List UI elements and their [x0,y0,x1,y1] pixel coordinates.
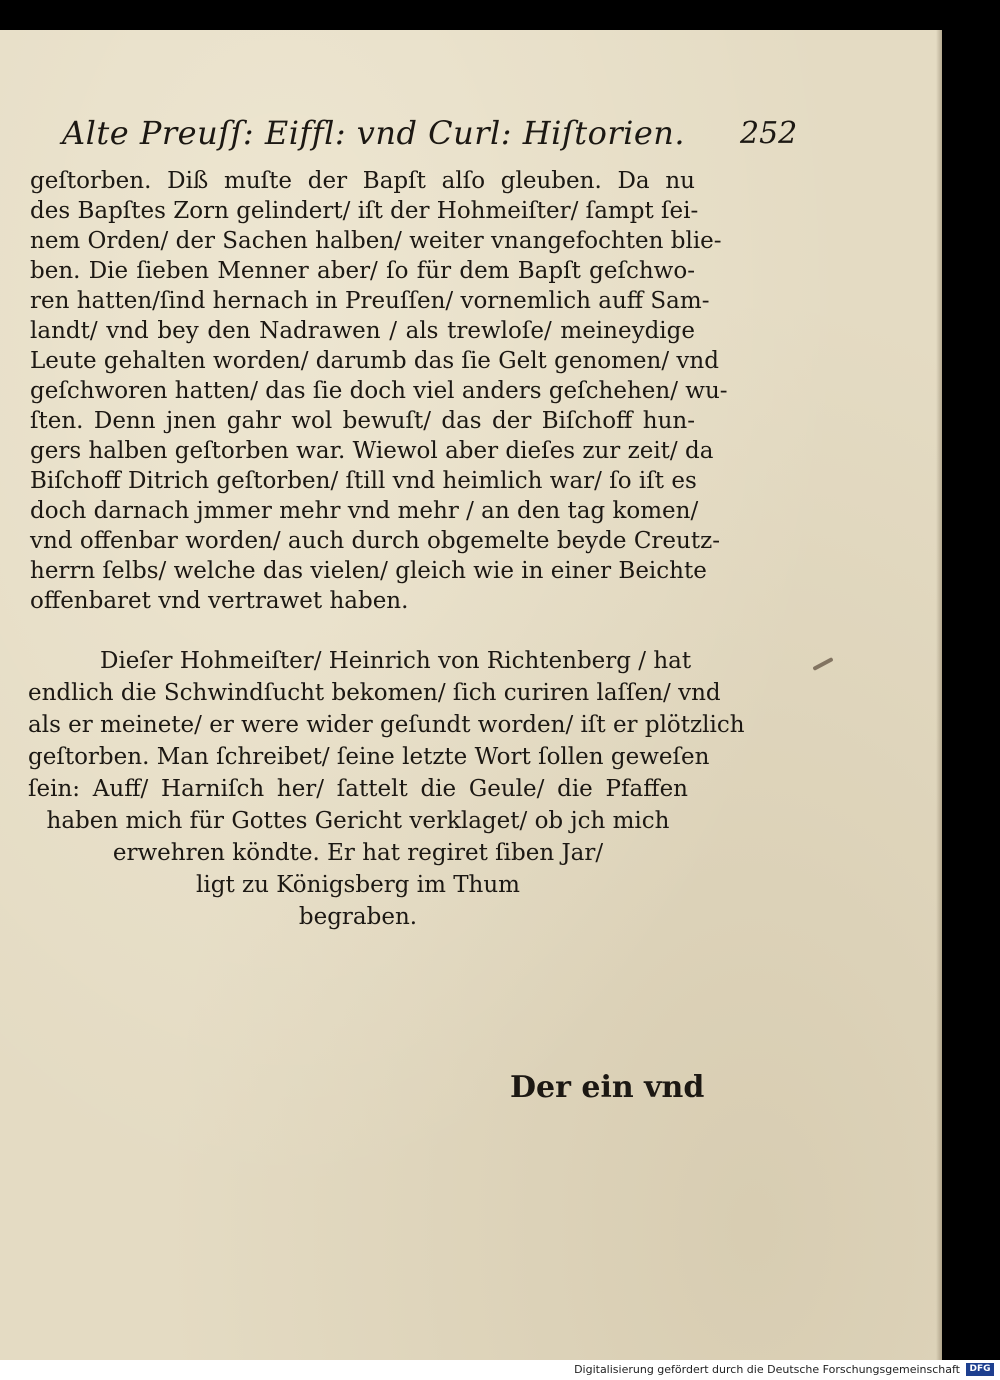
text-line: landt/ vnd bey den Nadrawen / als trewloſe/ meineydige [30,318,695,344]
text-line: als er meinete/ er were wider geſundt worden/ iſt er plötzlich [28,712,745,738]
text-line: Dieſer Hohmeiſter/ Heinrich von Richtenberg / hat [100,648,692,674]
page-edge-shadow [936,30,942,1360]
text-line: erwehren köndte. Er hat regiret ſiben Jar/ [112,840,604,866]
text-line: ſten. Denn jnen gahr wol bewuſt/ das der Biſchoff hun- [30,408,695,434]
catchword: Der ein vnd [510,1070,705,1105]
digitization-footer [0,1360,1000,1380]
text-line: nem Orden/ der Sachen halben/ weiter vnangefochten blie- [30,228,722,254]
footer-credit: Digitalisierung gefördert durch die Deutsche Forschungsgemeinschaft [574,1363,960,1376]
text-line: vnd offenbar worden/ auch durch obgemelte beyde Creutz- [30,528,720,554]
text-line: geſtorben. Man ſchreibet/ ſeine letzte Wort ſollen geweſen [28,744,710,770]
page-number: 252 [740,116,798,151]
running-head: Alte Preuſſ: Eiffl: vnd Curl: Hiſtorien. [62,114,686,152]
text-line: ligt zu Königsberg im Thum [196,872,520,898]
text-line: des Bapſtes Zorn gelindert/ iſt der Hohmeiſter/ ſampt ſei- [30,198,699,224]
text-line: offenbaret vnd vertrawet haben. [30,588,409,614]
text-line: Biſchoff Ditrich geſtorben/ ſtill vnd heimlich war/ ſo iſt es [30,468,697,494]
text-line: begraben. [298,904,418,930]
text-line: ben. Die ſieben Menner aber/ ſo für dem Bapſt geſchwo- [30,258,695,284]
text-line: Leute gehalten worden/ darumb das ſie Gelt genomen/ vnd [30,348,719,374]
text-line: geſchworen hatten/ das ſie doch viel anders geſchehen/ wu- [30,378,728,404]
book-page [0,30,942,1360]
text-line: doch darnach jmmer mehr vnd mehr / an den tag komen/ [30,498,699,524]
text-line: endlich die Schwindſucht bekomen/ ſich curiren laſſen/ vnd [28,680,721,706]
text-line: geſtorben. Diß muſte der Bapſt alſo gleuben. Da nu [30,168,695,194]
ink-stain [812,657,833,671]
text-line: haben mich für Gottes Gericht verklaget/ ob jch mich [46,808,670,834]
dfg-logo: DFG [966,1363,994,1376]
text-line: ren hatten/ſind hernach in Preuſſen/ vornemlich auff Sam- [30,288,710,314]
text-line: herrn ſelbs/ welche das vielen/ gleich wie in einer Beichte [30,558,707,584]
text-line: ſein: Auff/ Harniſch her/ ſattelt die Geule/ die Pfaffen [28,776,688,802]
text-line: gers halben geſtorben war. Wiewol aber dieſes zur zeit/ da [30,438,714,464]
